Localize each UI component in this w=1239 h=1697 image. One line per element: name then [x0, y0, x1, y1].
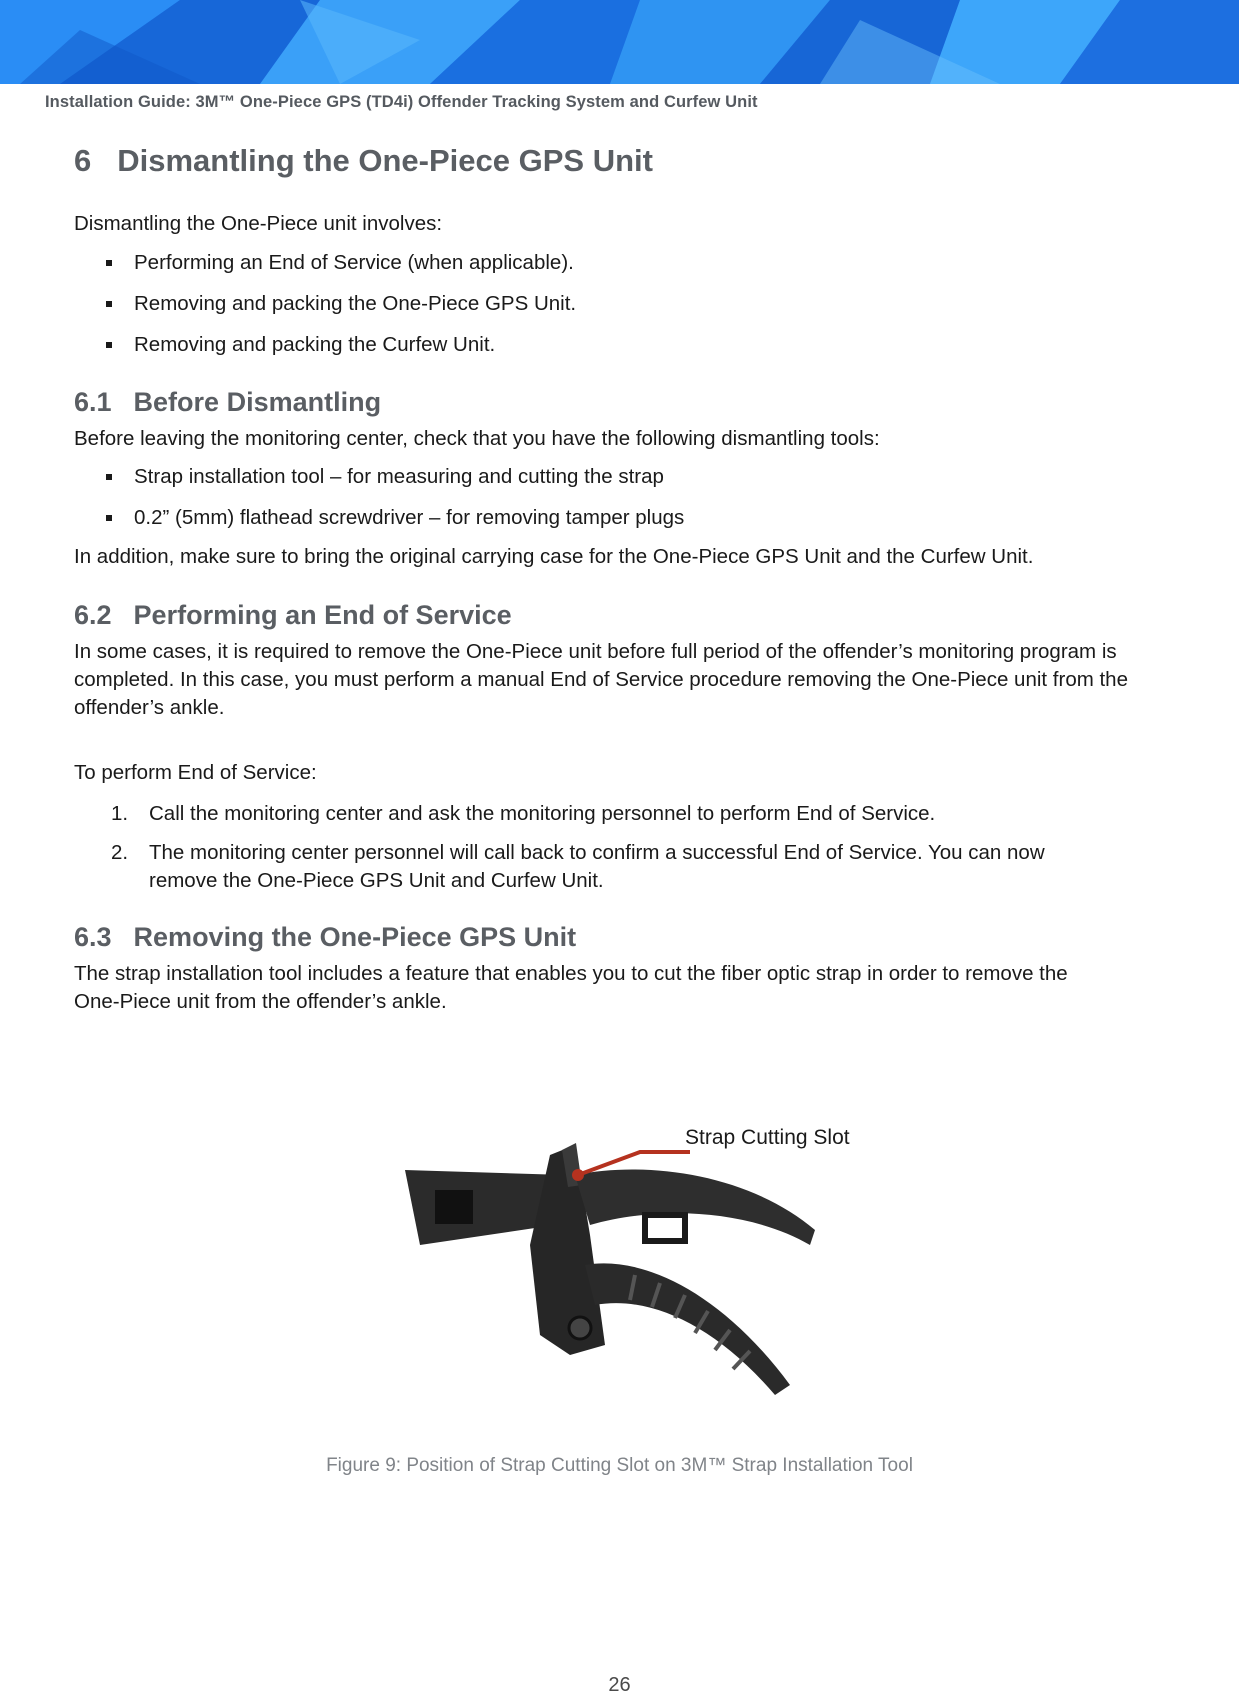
header-banner [0, 0, 1239, 84]
tool-latch [645, 1215, 685, 1241]
list-item: Strap installation tool – for measuring and cutting the strap [74, 463, 1174, 491]
list-item: Removing and packing the One-Piece GPS Unit. [74, 290, 1174, 318]
running-header: Installation Guide: 3M™ One-Piece GPS (TD4i) Offender Tracking System and Curfew Unit [45, 93, 758, 111]
page-number: 26 [608, 1674, 631, 1696]
tool-upper-handle [575, 1170, 815, 1245]
section-number: 6.1 [74, 387, 112, 417]
section-6-1-intro: Before leaving the monitoring center, check that you have the following dismantling tools: [74, 427, 880, 450]
section-6-3-body: The strap installation tool includes a feature that enables you to cut the fiber optic strap in order to remove the One-Piece unit from the offender’s ankle. [74, 962, 1068, 1013]
step-number: 1. [111, 802, 129, 825]
section-title: Removing the One-Piece GPS Unit [133, 922, 577, 952]
section-6-2-heading [74, 595, 1174, 635]
procedure-steps [74, 800, 1174, 895]
step-item [74, 839, 1174, 895]
list-item: 0.2” (5mm) flathead screwdriver – for removing tamper plugs [74, 504, 1174, 532]
section-title: Dismantling the One-Piece GPS Unit [117, 143, 653, 178]
section-6-1-list [74, 463, 1174, 532]
tool-pivot-screw [569, 1317, 591, 1339]
procedure-intro: To perform End of Service: [74, 761, 317, 784]
step-number: 2. [111, 841, 129, 864]
section-title: Performing an End of Service [133, 600, 512, 630]
section-6-intro: Dismantling the One-Piece unit involves: [74, 212, 443, 235]
section-number: 6.3 [74, 922, 112, 952]
section-6-heading [74, 138, 1174, 184]
strap-installation-tool-image [390, 1115, 910, 1415]
section-6-list [74, 249, 1174, 359]
step-item [74, 800, 1174, 828]
section-title: Before Dismantling [133, 387, 382, 417]
section-6-2-body: In some cases, it is required to remove the One-Piece unit before full period of the offender’s monitoring program is completed. In this case, you must perform a manual End of Service procedure removing the One-Piece unit from the offender’s ankle. [74, 640, 1128, 719]
section-6-3-heading [74, 917, 1174, 957]
step-text: Call the monitoring center and ask the monitoring personnel to perform End of Service. [149, 802, 936, 825]
section-6-1-heading [74, 382, 1174, 422]
page-content [74, 138, 1174, 1016]
list-item: Removing and packing the Curfew Unit. [74, 331, 1174, 359]
tool-strap-opening [435, 1190, 473, 1224]
section-number: 6 [74, 143, 92, 178]
section-number: 6.2 [74, 600, 112, 630]
strap-cutting-slot-label: Strap Cutting Slot [685, 1126, 850, 1149]
figure-caption: Figure 9: Position of Strap Cutting Slot on 3M™ Strap Installation Tool [326, 1455, 913, 1476]
list-item: Performing an End of Service (when applicable). [74, 249, 1174, 277]
step-text: The monitoring center personnel will call back to confirm a successful End of Service. You can now remove the One-Piece GPS Unit and Curfew Unit. [149, 841, 1045, 892]
tool-lower-grip [585, 1263, 790, 1395]
section-6-1-outro: In addition, make sure to bring the original carrying case for the One-Piece GPS Unit and the Curfew Unit. [74, 545, 1034, 568]
